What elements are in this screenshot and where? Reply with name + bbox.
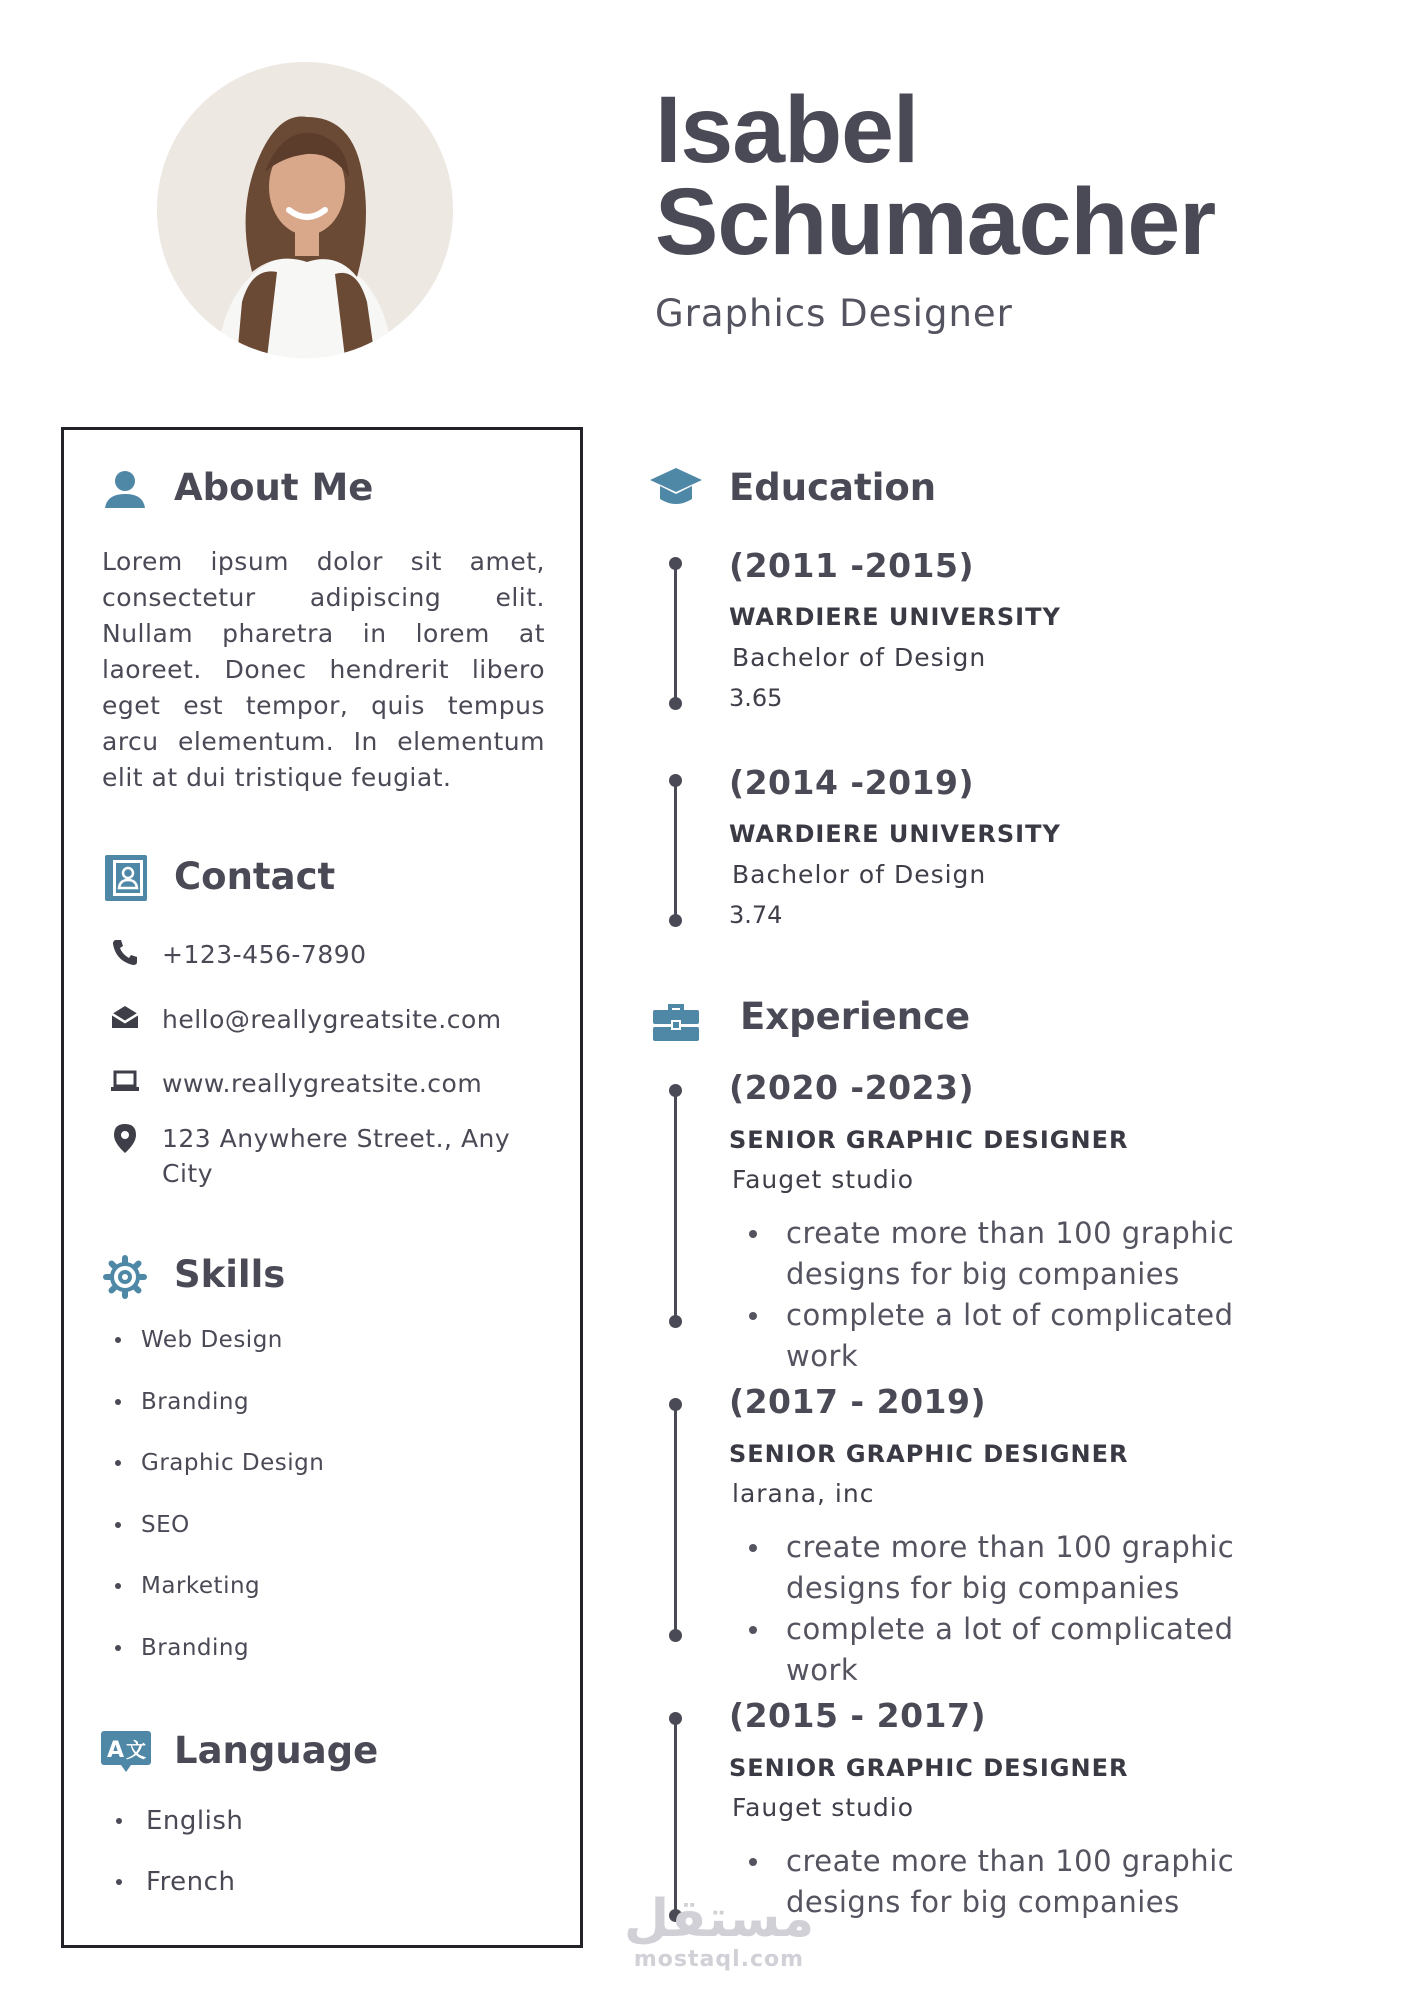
contact-heading: Contact xyxy=(174,855,336,898)
experience-period: (2020 -2023) xyxy=(729,1068,975,1107)
timeline-line xyxy=(674,780,677,921)
svg-text:文: 文 xyxy=(126,1738,146,1762)
email-address: hello@reallygreatsite.com xyxy=(162,1005,502,1034)
name-first: Isabel xyxy=(655,77,919,183)
education-degree: Bachelor of Design xyxy=(732,643,987,672)
watermark xyxy=(624,1890,814,1972)
timeline-dot xyxy=(669,914,682,927)
education-school: WARDIERE UNIVERSITY xyxy=(729,820,1061,848)
timeline-dot xyxy=(669,1084,682,1097)
timeline-dot xyxy=(669,1629,682,1642)
contact-address xyxy=(110,1121,540,1193)
graduation-cap-icon xyxy=(649,466,703,510)
svg-text:A: A xyxy=(107,1738,125,1763)
phone-icon xyxy=(110,937,140,967)
experience-company: larana, inc xyxy=(732,1479,875,1508)
contact-phone xyxy=(110,937,540,973)
experience-position: SENIOR GRAPHIC DESIGNER xyxy=(729,1126,1129,1154)
laptop-icon xyxy=(110,1066,140,1096)
contact-book-icon xyxy=(105,855,147,901)
watermark-arabic: مستقل xyxy=(624,1889,815,1949)
experience-bullets xyxy=(749,1213,1309,1377)
timeline-dot xyxy=(669,1398,682,1411)
website-url: www.reallygreatsite.com xyxy=(162,1069,483,1098)
briefcase-icon xyxy=(652,1000,700,1042)
experience-company: Fauget studio xyxy=(732,1793,915,1822)
experience-bullet: create more than 100 graphic designs for big companies xyxy=(749,1527,1309,1609)
experience-position: SENIOR GRAPHIC DESIGNER xyxy=(729,1754,1129,1782)
experience-bullet: create more than 100 graphic designs for big companies xyxy=(749,1841,1309,1923)
education-heading: Education xyxy=(729,466,937,509)
candidate-name xyxy=(655,77,1216,275)
experience-period: (2015 - 2017) xyxy=(729,1696,987,1735)
skill-item: Branding xyxy=(111,1633,531,1695)
phone-number: +123-456-7890 xyxy=(162,940,367,969)
education-period: (2011 -2015) xyxy=(729,546,975,585)
education-gpa: 3.74 xyxy=(729,901,783,929)
skills-list xyxy=(111,1325,531,1694)
language-heading: Language xyxy=(174,1729,379,1772)
experience-bullet: complete a lot of complicated work xyxy=(749,1295,1309,1377)
person-icon xyxy=(103,468,147,512)
experience-bullet: complete a lot of complicated work xyxy=(749,1609,1309,1691)
portrait-illustration xyxy=(157,62,453,358)
timeline-line xyxy=(674,1090,677,1322)
contact-email xyxy=(110,1002,540,1038)
timeline-line xyxy=(674,1404,677,1636)
skill-item: Graphic Design xyxy=(111,1448,531,1510)
skills-heading: Skills xyxy=(174,1253,286,1296)
job-title: Graphics Designer xyxy=(655,292,1013,335)
education-school: WARDIERE UNIVERSITY xyxy=(729,603,1061,631)
language-item: French xyxy=(112,1866,532,1927)
skill-item: Branding xyxy=(111,1387,531,1449)
experience-bullets xyxy=(749,1841,1309,1923)
name-last: Schumacher xyxy=(655,169,1216,275)
language-translate-icon xyxy=(101,1731,151,1773)
timeline-dot xyxy=(669,697,682,710)
skill-item: Marketing xyxy=(111,1571,531,1633)
timeline-dot xyxy=(669,1315,682,1328)
language-list xyxy=(112,1805,532,1927)
language-item: English xyxy=(112,1805,532,1866)
profile-photo xyxy=(157,62,453,358)
experience-bullets xyxy=(749,1527,1309,1691)
education-degree: Bachelor of Design xyxy=(732,860,987,889)
envelope-icon xyxy=(110,1002,140,1032)
timeline-line xyxy=(674,563,677,704)
education-period: (2014 -2019) xyxy=(729,763,975,802)
experience-position: SENIOR GRAPHIC DESIGNER xyxy=(729,1440,1129,1468)
timeline-dot xyxy=(669,1712,682,1725)
contact-website xyxy=(110,1066,540,1102)
about-heading: About Me xyxy=(174,466,374,509)
watermark-latin: mostaql.com xyxy=(633,1947,805,1972)
timeline-line xyxy=(674,1718,677,1916)
experience-company: Fauget studio xyxy=(732,1165,915,1194)
experience-heading: Experience xyxy=(740,995,971,1038)
education-gpa: 3.65 xyxy=(729,684,783,712)
address-text: 123 Anywhere Street., Any City xyxy=(162,1124,511,1188)
about-text: Lorem ipsum dolor sit amet, consectetur adipiscing elit. Nullam pharetra in lorem at laoreet. Donec hendrerit libero eget est tempor, quis tempus arcu elementum. In elementum elit at dui tristique feugiat. xyxy=(102,547,545,792)
experience-period: (2017 - 2019) xyxy=(729,1382,987,1421)
experience-bullet: create more than 100 graphic designs for big companies xyxy=(749,1213,1309,1295)
skill-item: SEO xyxy=(111,1510,531,1572)
timeline-dot xyxy=(669,774,682,787)
location-pin-icon xyxy=(110,1123,140,1153)
gear-icon xyxy=(103,1255,147,1299)
skill-item: Web Design xyxy=(111,1325,531,1387)
timeline-dot xyxy=(669,557,682,570)
